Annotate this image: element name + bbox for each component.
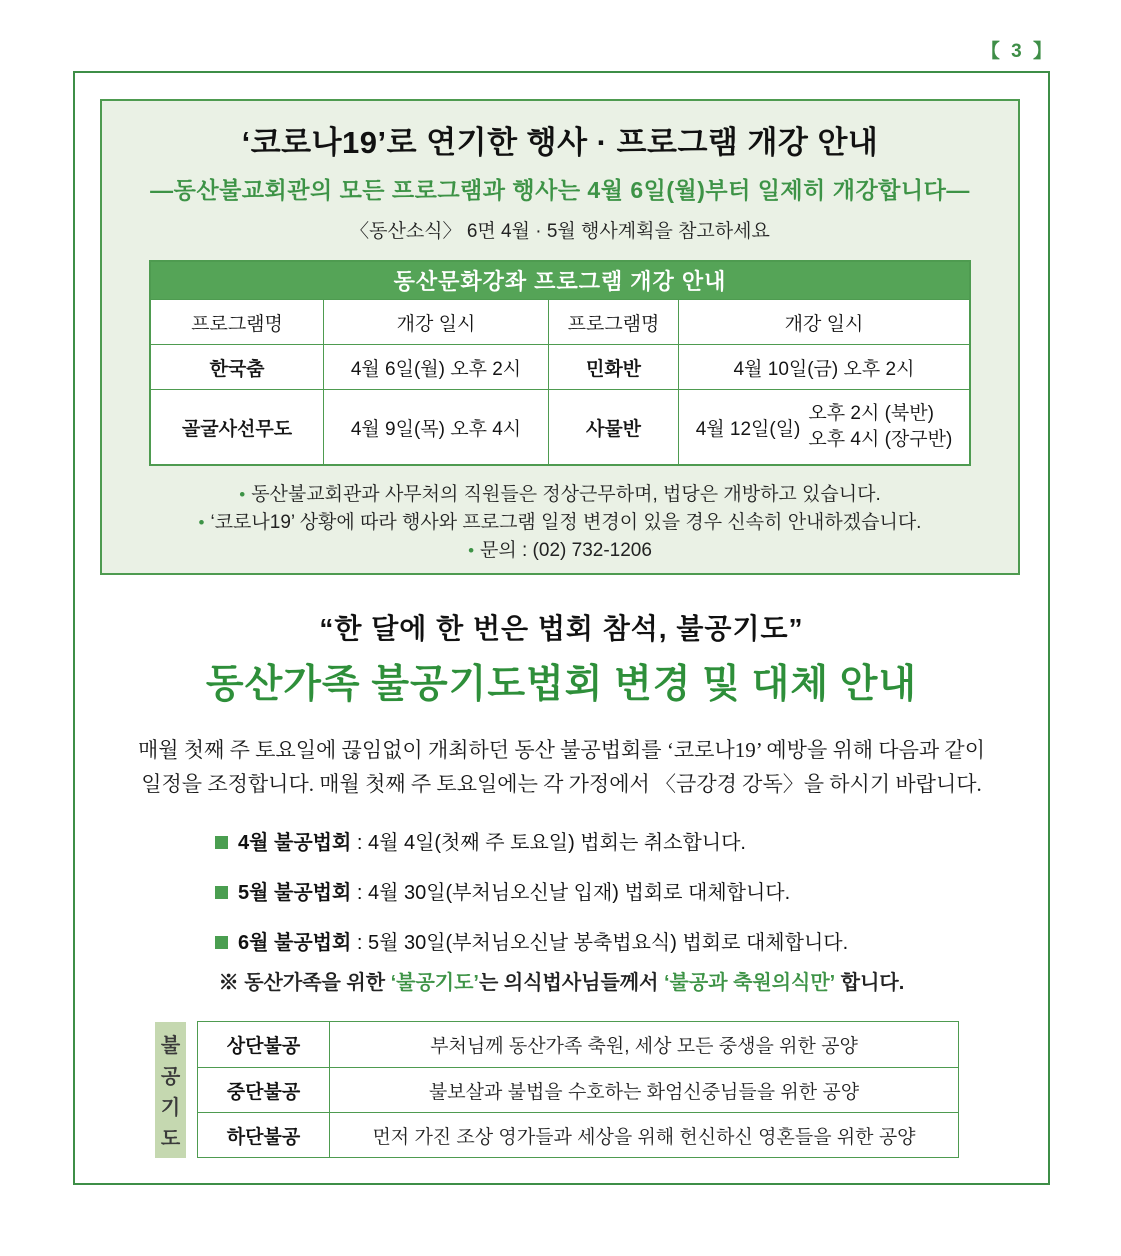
culture-table-caption: 동산문화강좌 프로그램 개강 안내 <box>151 262 969 299</box>
bullet-text: 문의 : (02) 732-1206 <box>480 540 652 561</box>
side-label-char: 불 <box>160 1035 181 1057</box>
dot-bullet-icon: • <box>239 485 246 504</box>
schedule-label: 5월 불공법회 <box>238 882 352 904</box>
square-bullet-icon <box>215 836 228 849</box>
notice-reference-note: 〈동산소식〉 6면 4월 · 5월 행사계획을 참고하세요 <box>350 221 770 242</box>
program-name-cell: 한국춤 <box>209 358 265 380</box>
ref-note-text: 는 의식법사님들께서 <box>479 972 664 994</box>
table-row <box>198 1112 958 1157</box>
table-row <box>198 1067 958 1112</box>
offering-desc-cell: 불보살과 불법을 수호하는 화엄신중님들을 위한 공양 <box>428 1081 860 1103</box>
notice-title: ‘코로나19’로 연기한 행사 · 프로그램 개강 안내 <box>241 125 879 160</box>
table-row <box>151 344 969 389</box>
side-label-char: 도 <box>160 1128 181 1150</box>
culture-program-table <box>149 260 971 466</box>
offering-name-cell: 중단불공 <box>198 1068 330 1112</box>
offering-desc-cell: 부처님께 동산가족 축원, 세상 모든 중생을 위한 공양 <box>430 1036 858 1057</box>
schedule-text: : 4월 4일(첫째 주 토요일) 법회는 취소합니다. <box>351 832 746 854</box>
section-paragraph <box>85 733 1038 801</box>
paragraph-line: 일정을 조정합니다. 매월 첫째 주 토요일에는 각 가정에서 〈금강경 강독〉을 하시기 바랍니다. <box>141 772 982 796</box>
time-detail-line: 오후 4시 (장구반) <box>808 429 953 450</box>
bullet-text: 동산불교회관과 사무처의 직원들은 정상근무하며, 법당은 개방하고 있습니다. <box>251 484 881 505</box>
schedule-item <box>215 926 849 954</box>
bullet-line <box>102 509 1018 537</box>
time-detail-line: 오후 2시 (북반) <box>808 403 934 424</box>
program-name-cell: 민화반 <box>548 345 678 389</box>
notice-subtitle: ―동산불교회관의 모든 프로그램과 행사는 4월 6일(월)부터 일제히 개강합니다― <box>150 177 970 203</box>
square-bullet-icon <box>215 886 228 899</box>
column-header: 개강 일시 <box>323 300 548 344</box>
start-date-cell: 4월 6일(월) 오후 2시 <box>323 345 548 389</box>
bullet-text: ‘코로나19’ 상황에 따라 행사와 프로그램 일정 변경이 있을 경우 신속히 안내하겠습니다. <box>210 512 922 533</box>
table-row <box>151 389 969 464</box>
paragraph-line: 매월 첫째 주 토요일에 끊임없이 개최하던 동산 불공법회를 ‘코로나19’ 예방을 위해 다음과 같이 <box>137 738 985 762</box>
page-number: 【 3 】 <box>980 41 1055 62</box>
ceremony-schedule-list <box>215 826 848 976</box>
start-date-cell: 4월 10일(금) 오후 2시 <box>678 345 969 389</box>
offering-desc-cell: 먼저 가진 조상 영가들과 세상을 위해 헌신하신 영혼들을 위한 공양 <box>372 1126 916 1148</box>
schedule-item <box>215 876 848 904</box>
bullet-line <box>102 481 1018 509</box>
offering-name-cell: 상단불공 <box>198 1022 330 1067</box>
culture-table-header-row <box>151 299 969 344</box>
program-name-cell: 사물반 <box>548 390 678 464</box>
bullet-line <box>102 537 1018 565</box>
side-label-char: 공 <box>160 1066 181 1088</box>
side-label-char: 기 <box>160 1097 181 1119</box>
schedule-label: 6월 불공법회 <box>238 932 352 954</box>
ref-note-text: 합니다. <box>835 972 905 994</box>
offering-table-section <box>155 1021 959 1158</box>
schedule-label: 4월 불공법회 <box>238 832 352 854</box>
offering-table <box>197 1021 959 1158</box>
ref-note-highlight: ‘불공기도’ <box>390 972 479 994</box>
offering-name-cell: 하단불공 <box>198 1113 330 1157</box>
ref-note-text: ※ 동산가족을 위한 <box>218 972 391 994</box>
start-date-cell: 4월 9일(목) 오후 4시 <box>323 390 548 464</box>
column-header: 프로그램명 <box>548 300 678 344</box>
date-text: 4월 12일(일) <box>695 418 801 440</box>
dot-bullet-icon: • <box>198 513 205 532</box>
time-detail-lines <box>808 401 952 453</box>
square-bullet-icon <box>215 936 228 949</box>
schedule-text: : 4월 30일(부처님오신날 입재) 법회로 대체합니다. <box>351 882 791 904</box>
page-border-frame <box>73 71 1050 1185</box>
schedule-item <box>215 826 848 854</box>
offering-side-label <box>155 1022 186 1158</box>
dot-bullet-icon: • <box>468 541 475 560</box>
column-header: 프로그램명 <box>191 313 283 335</box>
start-date-cell <box>678 390 969 464</box>
notice-bullet-list <box>102 481 1018 565</box>
ref-note-highlight: ‘불공과 축원의식만’ <box>664 972 836 994</box>
reference-note <box>75 966 1048 995</box>
schedule-text: : 5월 30일(부처님오신날 봉축법요식) 법회로 대체합니다. <box>351 932 849 954</box>
covid-notice-box <box>100 99 1020 575</box>
program-name-cell: 골굴사선무도 <box>181 418 293 440</box>
section-title: 동산가족 불공기도법회 변경 및 대체 안내 <box>205 663 918 706</box>
column-header: 개강 일시 <box>678 300 969 344</box>
section-quote: “한 달에 한 번은 법회 참석, 불공기도” <box>319 613 804 644</box>
table-row <box>198 1022 958 1067</box>
